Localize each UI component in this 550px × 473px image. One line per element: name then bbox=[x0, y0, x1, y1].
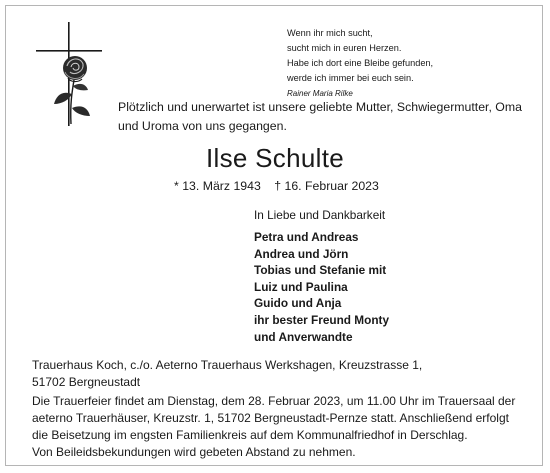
address-line: Trauerhaus Koch, c./o. Aeterno Trauerhaus Werkshagen, Kreuzstrasse 1, bbox=[32, 358, 423, 372]
service-line: aeterno Trauerhäuser, Kreuzstr. 1, 51702 Bergneustadt-Pernze statt. Anschließend erfolgt bbox=[32, 411, 509, 425]
mourners-list bbox=[254, 229, 534, 345]
deceased-name: Ilse Schulte bbox=[205, 143, 344, 173]
service-line: die Beisetzung im engsten Familienkreis auf dem Kommunalfriedhof in Derschlag. bbox=[32, 428, 468, 442]
poem-line: sucht mich in euren Herzen. bbox=[287, 43, 402, 53]
mourner-name: Andrea und Jörn bbox=[254, 246, 349, 261]
mourner-name: und Anverwandte bbox=[254, 329, 353, 344]
cross-with-rose-icon bbox=[34, 20, 108, 130]
intro-text bbox=[118, 98, 538, 136]
intro-line: und Uroma von uns gegangen. bbox=[118, 119, 287, 133]
mourner-name: Luiz und Paulina bbox=[254, 279, 348, 294]
address-line: 51702 Bergneustadt bbox=[32, 375, 141, 389]
poem-line: Habe ich dort eine Bleibe gefunden, bbox=[287, 58, 434, 68]
death-date: † 16. Februar 2023 bbox=[274, 179, 379, 193]
intro-line: Plötzlich und unerwartet ist unsere geliebte Mutter, Schwiegermutter, Oma bbox=[118, 100, 522, 114]
mourner-name: Guido und Anja bbox=[254, 296, 342, 311]
poem-line: Wenn ihr mich sucht, bbox=[287, 28, 373, 38]
mourner-name: ihr bester Freund Monty bbox=[254, 312, 390, 327]
funeral-home-address bbox=[32, 357, 542, 391]
poem-author: Rainer Maria Rilke bbox=[287, 89, 353, 98]
mourners-greeting: In Liebe und Dankbarkeit bbox=[254, 208, 386, 222]
mourner-name: Tobias und Stefanie mit bbox=[254, 263, 387, 278]
mourners-block bbox=[254, 207, 534, 345]
service-line: Die Trauerfeier findet am Dienstag, dem 28. Februar 2023, um 11.00 Uhr im Trauersaal der bbox=[32, 394, 516, 408]
birth-date: * 13. März 1943 bbox=[174, 179, 261, 193]
life-dates bbox=[174, 178, 494, 195]
poem bbox=[287, 26, 527, 100]
service-line: Von Beileidsbekundungen wird gebeten Abstand zu nehmen. bbox=[32, 445, 356, 459]
service-details bbox=[32, 393, 542, 461]
poem-line: werde ich immer bei euch sein. bbox=[287, 73, 414, 83]
mourner-name: Petra und Andreas bbox=[254, 230, 359, 244]
